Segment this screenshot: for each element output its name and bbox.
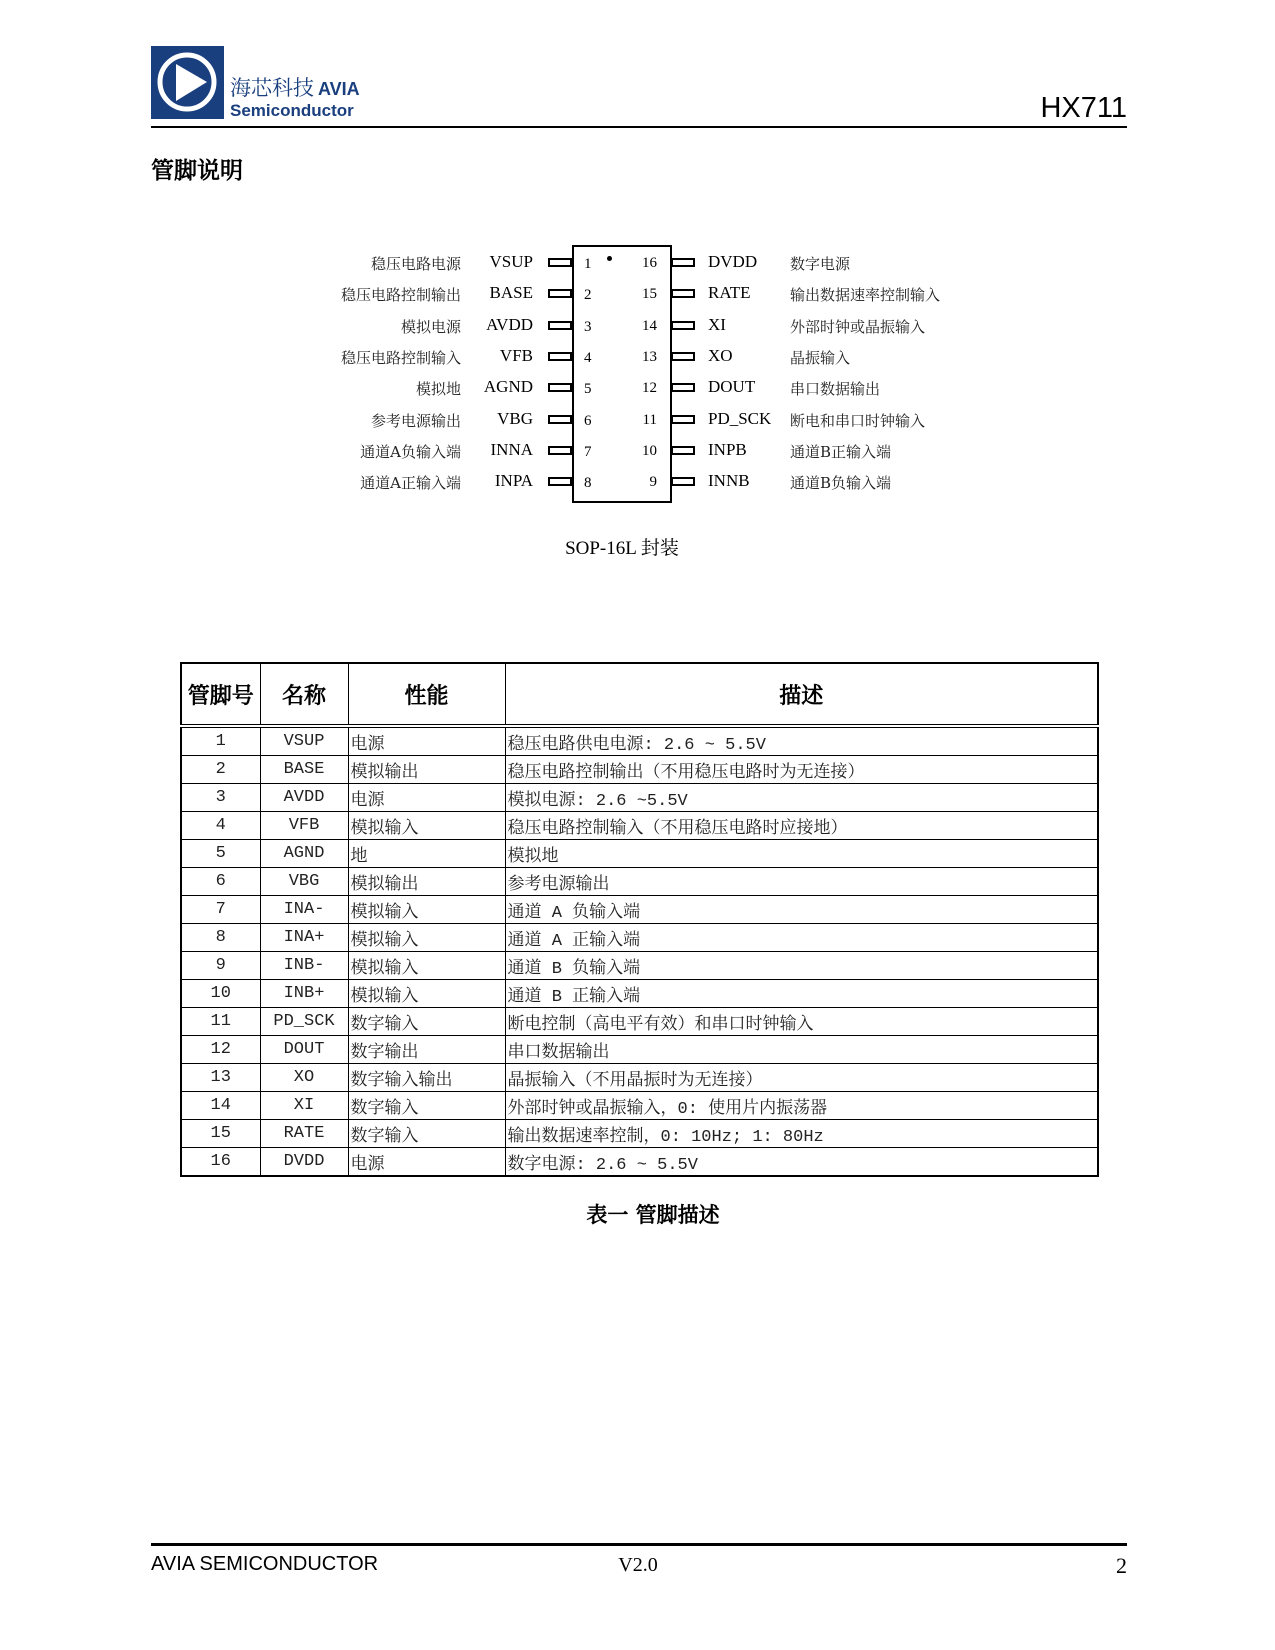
pin-table	[180, 662, 1099, 1177]
pin-description: 稳压电路控制输出（不用稳压电路时为无连接）	[505, 756, 1098, 784]
pin-name: AVDD	[486, 314, 533, 334]
section-title: 管脚说明	[151, 158, 243, 184]
pin-description: 外部时钟或晶振输入	[790, 317, 926, 336]
pin-name: VBG	[497, 408, 533, 428]
pin-description: 稳压电路供电电源: 2.6 ~ 5.5V	[505, 726, 1098, 756]
pin-name: BASE	[489, 283, 533, 303]
play-logo-icon	[151, 46, 224, 119]
pin-name: INNB	[708, 471, 750, 491]
pin-description: 稳压电路控制输入（不用稳压电路时应接地）	[505, 812, 1098, 840]
pin-name: DOUT	[708, 377, 756, 397]
pin-number: 6	[584, 412, 592, 429]
pin-description: 参考电源输出	[505, 868, 1098, 896]
pin-name: AGND	[483, 377, 533, 397]
pin-type: 数字输入	[348, 1120, 505, 1148]
pin-number: 12	[642, 380, 657, 397]
pin-name: INB+	[260, 980, 348, 1008]
pin-type: 模拟输入	[348, 812, 505, 840]
pin-description: 稳压电路控制输入	[340, 348, 461, 367]
pin-name: RATE	[708, 283, 751, 303]
pin-description: 断电控制（高电平有效）和串口时钟输入	[505, 1008, 1098, 1036]
pin-description: 串口数据输出	[790, 380, 881, 399]
pin-stub-right	[671, 289, 695, 298]
pin-number: 11	[642, 411, 657, 428]
pin-type: 数字输出	[348, 1036, 505, 1064]
header-name: 名称	[260, 663, 348, 726]
pin-description: 通道 A 正输入端	[505, 924, 1098, 952]
pin-number: 8	[584, 475, 592, 492]
pin-number: 3	[584, 318, 592, 335]
footer-company: AVIA SEMICONDUCTOR	[151, 1553, 379, 1575]
pin-number: 7	[584, 443, 592, 460]
pin-name: VSUP	[489, 252, 533, 271]
pin-description: 模拟电源: 2.6 ~5.5V	[505, 784, 1098, 812]
header-type: 性能	[348, 663, 505, 726]
table-row	[181, 1008, 1098, 1036]
page-number: 2	[1116, 1553, 1127, 1578]
pin-description: 通道A负输入端	[360, 442, 461, 461]
pin-number: 12	[181, 1036, 260, 1064]
pin-name: RATE	[260, 1120, 348, 1148]
pin-number: 15	[642, 286, 657, 303]
pin-number: 11	[181, 1008, 260, 1036]
pin-name: INNA	[490, 439, 533, 459]
pin-stub-left	[548, 289, 572, 298]
pin-description: 模拟地	[505, 840, 1098, 868]
pin-name: BASE	[260, 756, 348, 784]
pin-type: 模拟输入	[348, 896, 505, 924]
pin-description: 模拟电源	[400, 317, 461, 336]
pin-stub-right	[671, 415, 695, 424]
doc-title: HX711	[1040, 92, 1127, 124]
pin-name: XO	[260, 1064, 348, 1092]
pin-name: INB-	[260, 952, 348, 980]
pin-description: 通道A正输入端	[360, 474, 461, 493]
table-row	[181, 1092, 1098, 1120]
pin-description: 通道B正输入端	[790, 442, 892, 461]
pin-description: 参考电源输出	[370, 411, 461, 430]
pin-stub-right	[671, 258, 695, 267]
table-row	[181, 1036, 1098, 1064]
pin-name: DVDD	[708, 252, 758, 271]
pin-number: 8	[181, 924, 260, 952]
pin-description: 稳压电路电源	[370, 255, 461, 273]
pin-name: VFB	[260, 812, 348, 840]
pin-name: AGND	[260, 840, 348, 868]
table-row	[181, 1064, 1098, 1092]
pin-name: VBG	[260, 868, 348, 896]
pin-description: 串口数据输出	[505, 1036, 1098, 1064]
table-row	[181, 840, 1098, 868]
pin-type: 数字输入输出	[348, 1064, 505, 1092]
pin-name: DVDD	[260, 1148, 348, 1177]
pin-number: 4	[181, 812, 260, 840]
pin-description: 数字电源: 2.6 ~ 5.5V	[505, 1148, 1098, 1177]
pin-number: 15	[181, 1120, 260, 1148]
pin-type: 模拟输入	[348, 952, 505, 980]
table-row	[181, 784, 1098, 812]
pin-number: 5	[584, 381, 592, 398]
pin-stub-right	[671, 321, 695, 330]
pin-number: 1	[584, 256, 592, 272]
pin-description: 输出数据速率控制，0: 10Hz; 1: 80Hz	[505, 1120, 1098, 1148]
pin-stub-left	[548, 321, 572, 330]
pin-number: 14	[181, 1092, 260, 1120]
pin-stub-right	[671, 477, 695, 486]
header-divider	[151, 126, 1127, 128]
pin-description: 晶振输入（不用晶振时为无连接）	[505, 1064, 1098, 1092]
logo-cn: 海芯科技	[230, 76, 314, 100]
pin-description: 稳压电路控制输出	[340, 286, 461, 305]
pin-number: 4	[584, 349, 592, 366]
logo-text-cn	[230, 72, 360, 102]
pin-name: INPB	[708, 439, 747, 459]
pin-name: DOUT	[260, 1036, 348, 1064]
pin-number: 2	[584, 287, 592, 304]
pin-number: 9	[649, 474, 657, 491]
pin-type: 电源	[348, 784, 505, 812]
header-description: 描述	[505, 663, 1098, 726]
table-row	[181, 952, 1098, 980]
pin-description: 输出数据速率控制输入	[790, 286, 941, 305]
header-pin-number: 管脚号	[181, 663, 260, 726]
pin-name: VFB	[499, 345, 533, 365]
pin-number: 13	[181, 1064, 260, 1092]
table-row	[181, 980, 1098, 1008]
footer-divider	[151, 1543, 1127, 1546]
logo-mark	[151, 46, 224, 119]
pin-type: 数字输入	[348, 1008, 505, 1036]
pin-number: 2	[181, 756, 260, 784]
logo-text-en: Semiconductor	[230, 101, 354, 120]
pin-stub-left	[548, 477, 572, 486]
table-header-row	[181, 663, 1098, 726]
pin-type: 模拟输出	[348, 868, 505, 896]
pin-name: INPA	[494, 471, 533, 491]
pin-description: 通道 B 负输入端	[505, 952, 1098, 980]
pin-number: 6	[181, 868, 260, 896]
pin-number: 13	[642, 348, 657, 365]
table-row	[181, 1148, 1098, 1177]
pin-description: 外部时钟或晶振输入，0: 使用片内振荡器	[505, 1092, 1098, 1120]
pin-name: PD_SCK	[260, 1008, 348, 1036]
pin1-marker	[607, 256, 612, 261]
pin-stub-left	[548, 383, 572, 392]
pin-type: 数字输入	[348, 1092, 505, 1120]
pin-name: INA+	[260, 924, 348, 952]
pin-name: XO	[708, 345, 733, 365]
pin-number: 5	[181, 840, 260, 868]
pin-type: 模拟输入	[348, 924, 505, 952]
pin-number: 14	[642, 317, 657, 334]
pin-name: AVDD	[260, 784, 348, 812]
pin-number: 16	[181, 1148, 260, 1177]
table-row	[181, 812, 1098, 840]
pin-stub-right	[671, 446, 695, 455]
pin-description: 断电和串口时钟输入	[790, 411, 926, 430]
table-row	[181, 896, 1098, 924]
pin-type: 地	[348, 840, 505, 868]
pin-stub-right	[671, 383, 695, 392]
pin-number: 10	[181, 980, 260, 1008]
pin-type: 模拟输入	[348, 980, 505, 1008]
pin-stub-left	[548, 446, 572, 455]
pin-description: 通道 A 负输入端	[505, 896, 1098, 924]
pin-number: 1	[181, 726, 260, 756]
chip-body	[572, 245, 672, 503]
pin-stub-left	[548, 415, 572, 424]
pin-description: 通道B负输入端	[790, 474, 892, 493]
pin-number: 10	[642, 442, 657, 459]
pin-type: 模拟输出	[348, 756, 505, 784]
pin-description: 数字电源	[790, 255, 851, 273]
pin-description: 通道 B 正输入端	[505, 980, 1098, 1008]
table-row	[181, 924, 1098, 952]
table-row	[181, 726, 1098, 756]
logo-avia: AVIA	[318, 79, 360, 99]
table-row	[181, 868, 1098, 896]
table-row	[181, 756, 1098, 784]
pin-name: INA-	[260, 896, 348, 924]
pin-description: 晶振输入	[790, 348, 851, 367]
pin-type: 电源	[348, 1148, 505, 1177]
pin-stub-left	[548, 352, 572, 361]
pin-description: 模拟地	[415, 380, 461, 399]
pin-type: 电源	[348, 726, 505, 756]
table-row	[181, 1120, 1098, 1148]
package-caption: SOP-16L 封装	[565, 538, 679, 559]
pin-stub-left	[548, 258, 572, 267]
table-caption: 表一 管脚描述	[586, 1203, 720, 1227]
pin-number: 16	[642, 255, 657, 271]
pin-name: VSUP	[260, 726, 348, 756]
pin-number: 9	[181, 952, 260, 980]
pin-number: 7	[181, 896, 260, 924]
pin-name: XI	[708, 314, 726, 334]
pin-stub-right	[671, 352, 695, 361]
footer-version: V2.0	[618, 1554, 658, 1576]
pin-name: PD_SCK	[708, 408, 772, 428]
pin-number: 3	[181, 784, 260, 812]
pin-name: XI	[260, 1092, 348, 1120]
